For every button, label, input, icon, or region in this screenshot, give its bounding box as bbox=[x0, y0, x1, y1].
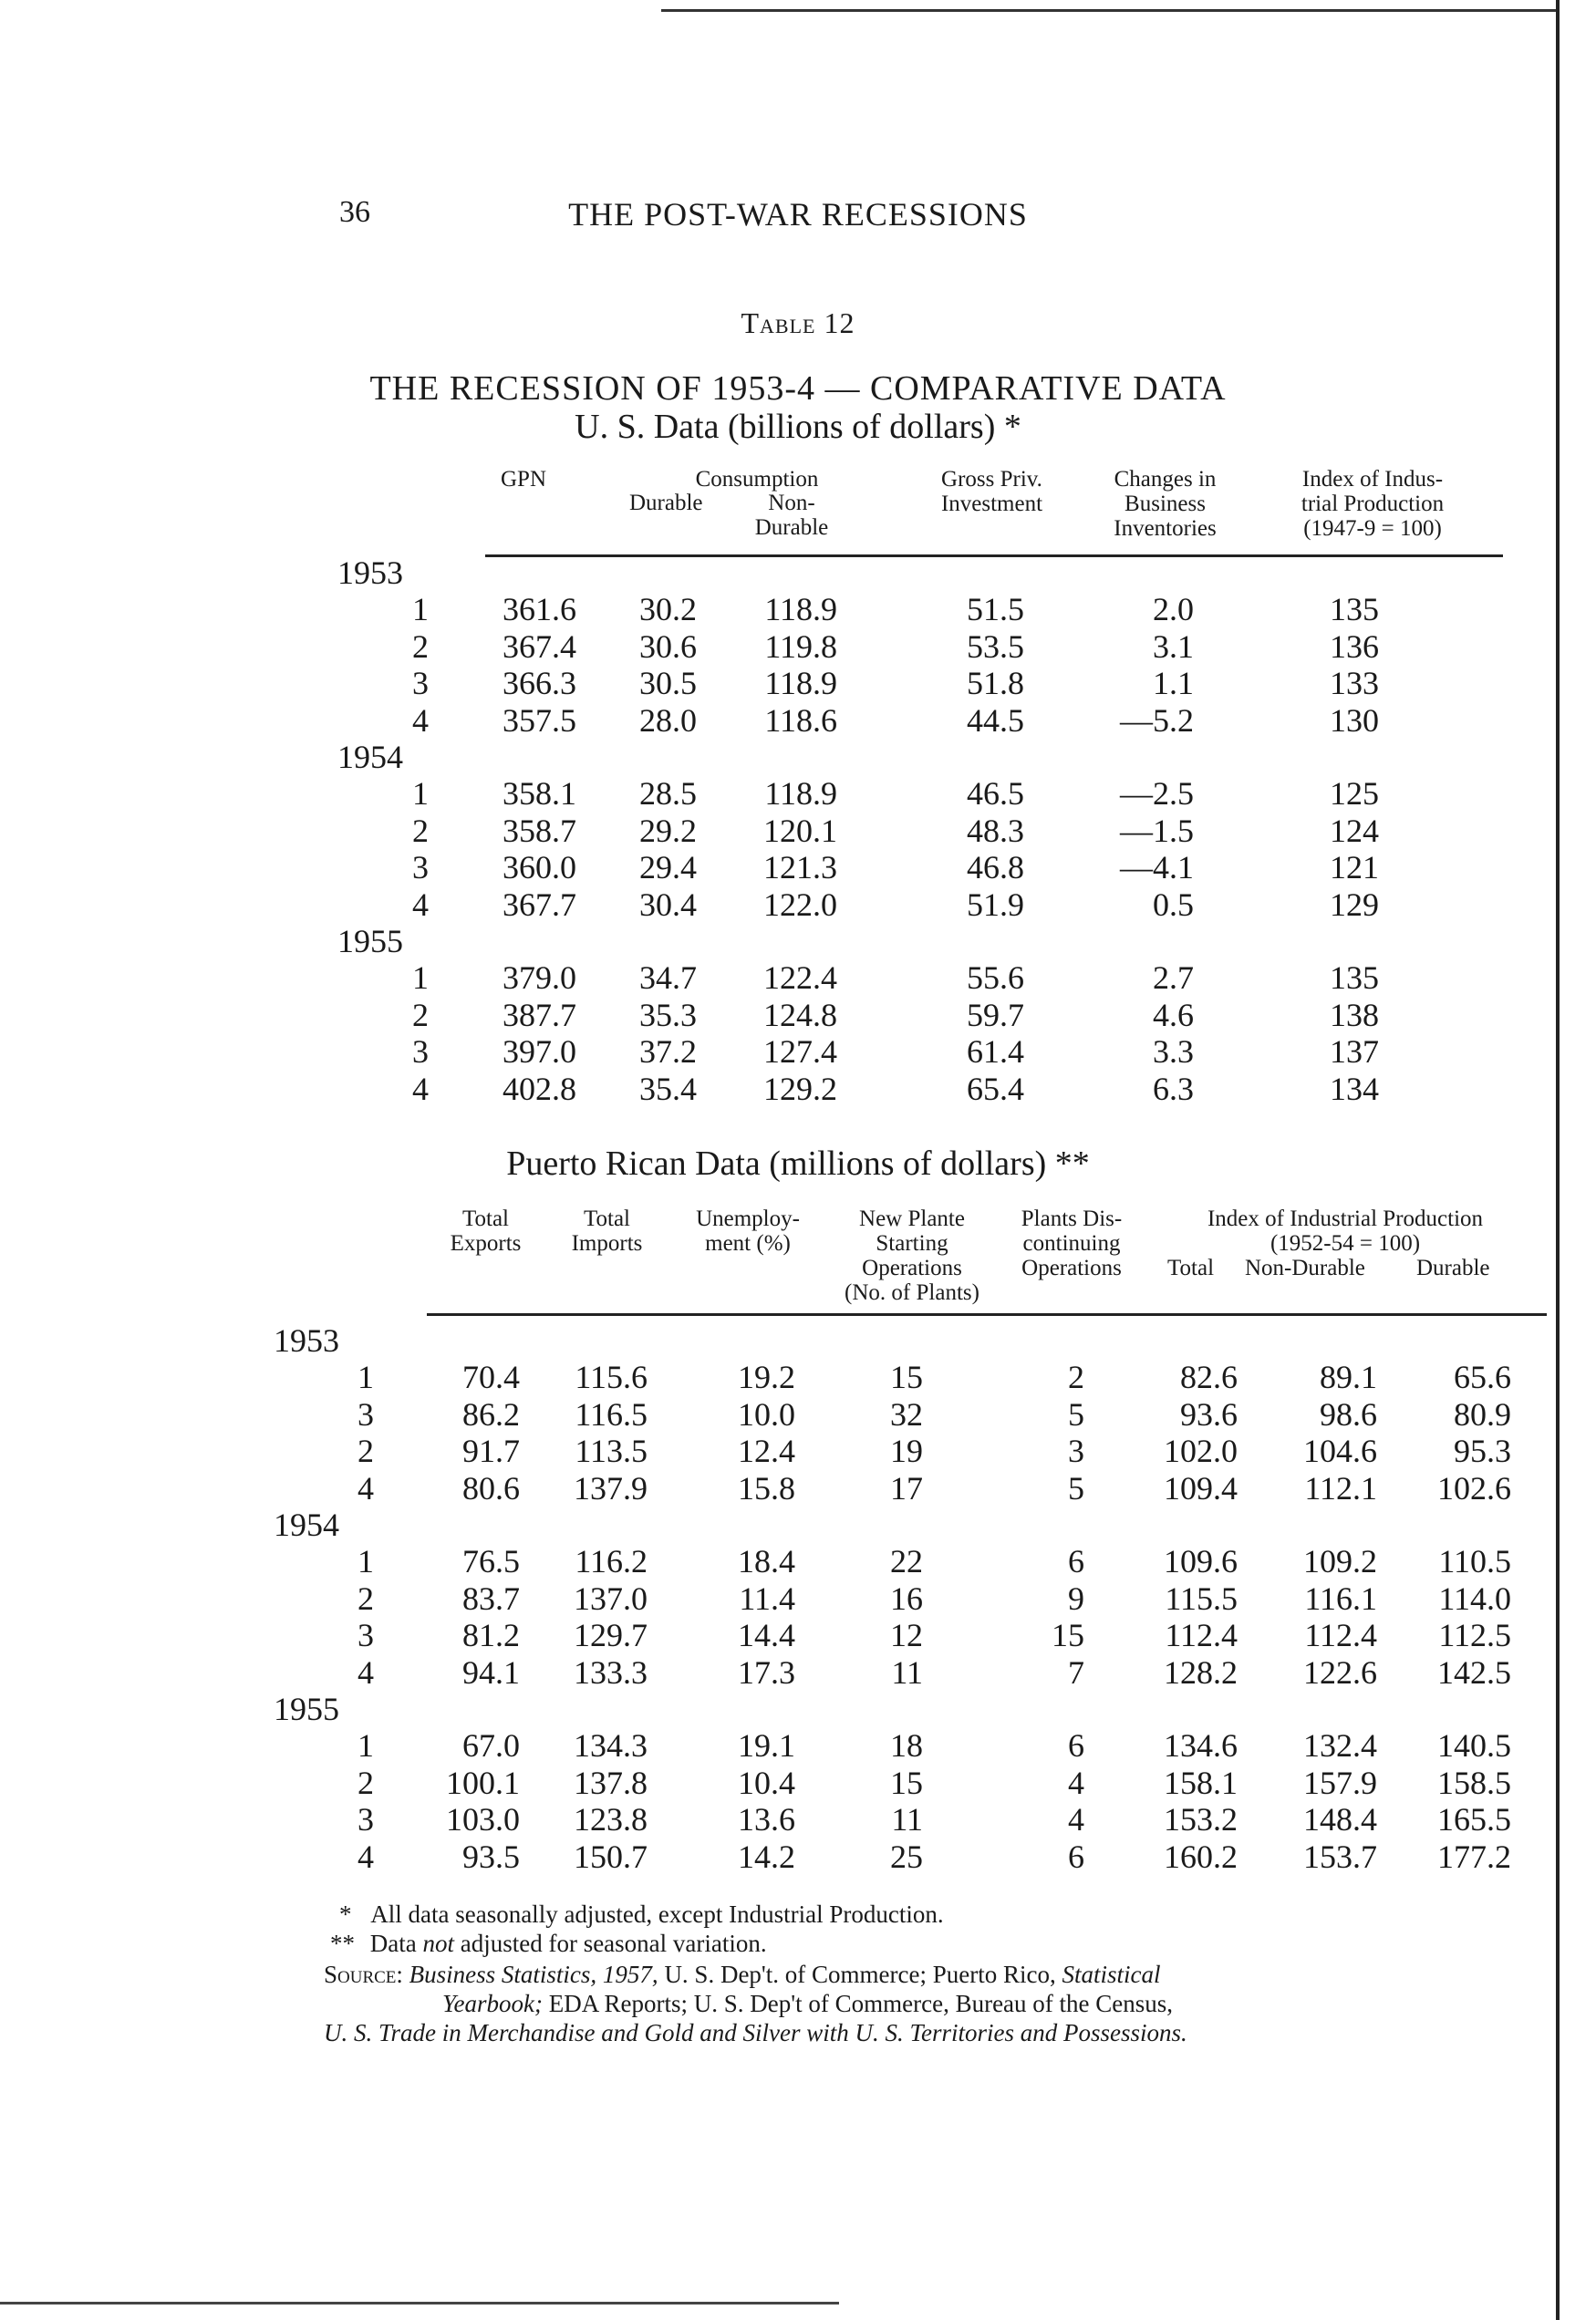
pr-ip-durable-cell: 165.5 bbox=[1437, 1801, 1511, 1838]
pr-exports-cell: 80.6 bbox=[462, 1469, 520, 1507]
pr-ip-total-cell: 82.6 bbox=[1180, 1359, 1238, 1395]
us-non-durable-cell: 118.9 bbox=[764, 775, 837, 812]
pr-plants-discontinuing-cell: 9 bbox=[1068, 1579, 1084, 1617]
pr-year-label: 1955 bbox=[274, 1691, 339, 1727]
pr-table-row bbox=[0, 1764, 1596, 1800]
us-gross-investment-cell: 53.5 bbox=[967, 627, 1024, 665]
pr-year-label: 1954 bbox=[274, 1507, 339, 1543]
us-industrial-production-cell: 136 bbox=[1330, 627, 1379, 665]
page-edge-bottom bbox=[0, 2302, 839, 2304]
table-title: THE RECESSION OF 1953-4 — COMPARATIVE DATA bbox=[369, 369, 1227, 408]
us-non-durable-cell: 118.9 bbox=[764, 665, 837, 701]
us-gross-investment-cell: 59.7 bbox=[967, 996, 1024, 1033]
pr-unemployment-cell: 11.4 bbox=[739, 1579, 795, 1617]
pr-unemployment-cell: 10.4 bbox=[738, 1764, 795, 1801]
us-year-label: 1954 bbox=[337, 739, 403, 775]
pr-plants-discontinuing-cell: 4 bbox=[1068, 1764, 1084, 1801]
pr-imports-cell: 123.8 bbox=[574, 1801, 648, 1838]
pr-unemployment-cell: 14.4 bbox=[738, 1617, 795, 1653]
us-durable-cell: 35.4 bbox=[639, 1070, 697, 1107]
us-gross-investment-cell: 51.5 bbox=[967, 591, 1024, 627]
pr-header-imports: Total Imports bbox=[571, 1207, 643, 1256]
us-durable-cell: 30.4 bbox=[639, 886, 697, 923]
pr-table-row bbox=[0, 1469, 1596, 1506]
pr-quarter: 1 bbox=[358, 1543, 374, 1579]
pr-ip-durable-cell: 110.5 bbox=[1438, 1543, 1511, 1579]
us-industrial-production-cell: 129 bbox=[1330, 886, 1379, 923]
pr-ip-durable-cell: 102.6 bbox=[1437, 1469, 1511, 1507]
us-non-durable-cell: 129.2 bbox=[763, 1070, 837, 1107]
pr-imports-cell: 150.7 bbox=[574, 1838, 648, 1875]
pr-exports-cell: 86.2 bbox=[462, 1395, 520, 1433]
us-inventories-cell: 2.7 bbox=[1153, 959, 1194, 996]
us-gpn-cell: 367.7 bbox=[503, 886, 576, 923]
pr-header-exports: Total Exports bbox=[450, 1207, 522, 1256]
us-gpn-cell: 357.5 bbox=[503, 701, 576, 739]
us-gpn-cell: 367.4 bbox=[503, 627, 576, 665]
us-header-gpn: GPN bbox=[501, 467, 547, 492]
pr-quarter: 1 bbox=[358, 1727, 374, 1764]
source-line-2: Yearbook; EDA Reports; U. S. Dep't of Commerce, Bureau of the Census, bbox=[442, 1990, 1174, 2017]
pr-unemployment-cell: 10.0 bbox=[738, 1395, 795, 1433]
pr-plants-discontinuing-cell: 6 bbox=[1068, 1543, 1084, 1579]
us-table-row bbox=[0, 590, 1596, 627]
pr-exports-cell: 94.1 bbox=[462, 1653, 520, 1691]
us-durable-cell: 30.2 bbox=[639, 591, 697, 627]
pr-exports-cell: 91.7 bbox=[462, 1433, 520, 1469]
pr-ip-durable-cell: 114.0 bbox=[1438, 1579, 1511, 1617]
pr-ip-non-durable-cell: 104.6 bbox=[1303, 1433, 1377, 1469]
pr-ip-durable-cell: 142.5 bbox=[1437, 1653, 1511, 1691]
pr-header-ip-non-durable: Non-Durable bbox=[1245, 1256, 1365, 1280]
pr-ip-total-cell: 102.0 bbox=[1164, 1433, 1238, 1469]
page-number: 36 bbox=[339, 195, 370, 229]
pr-quarter: 4 bbox=[358, 1469, 374, 1507]
pr-plants-discontinuing-cell: 7 bbox=[1068, 1653, 1084, 1691]
page-edge-top bbox=[661, 9, 1556, 12]
pr-quarter: 2 bbox=[358, 1433, 374, 1469]
pr-ip-non-durable-cell: 116.1 bbox=[1304, 1579, 1377, 1617]
us-table-row bbox=[0, 1070, 1596, 1106]
us-table-row bbox=[0, 848, 1596, 885]
us-non-durable-cell: 118.9 bbox=[764, 591, 837, 627]
us-quarter: 3 bbox=[412, 1033, 429, 1070]
us-table-row bbox=[0, 812, 1596, 848]
us-inventories-cell: 0.5 bbox=[1153, 886, 1194, 923]
source-line-3: U. S. Trade in Merchandise and Gold and Silver with U. S. Territories and Possessions. bbox=[324, 2019, 1187, 2046]
pr-new-plants-cell: 22 bbox=[890, 1543, 923, 1579]
us-non-durable-cell: 122.4 bbox=[763, 959, 837, 996]
us-header-industrial-production: Index of Indus- trial Production (1947-9 = 100) bbox=[1301, 467, 1445, 541]
pr-ip-total-cell: 115.5 bbox=[1165, 1579, 1238, 1617]
us-durable-cell: 37.2 bbox=[639, 1033, 697, 1070]
pr-table-row bbox=[0, 1542, 1596, 1579]
us-gpn-cell: 379.0 bbox=[503, 959, 576, 996]
pr-imports-cell: 116.5 bbox=[575, 1395, 648, 1433]
pr-plants-discontinuing-cell: 15 bbox=[1052, 1617, 1084, 1653]
us-non-durable-cell: 127.4 bbox=[763, 1033, 837, 1070]
footnote-not-adjusted: ** Data not adjusted for seasonal variation. bbox=[330, 1930, 767, 1957]
us-inventories-cell: 1.1 bbox=[1153, 665, 1194, 701]
us-table-row bbox=[0, 701, 1596, 738]
pr-new-plants-cell: 11 bbox=[891, 1653, 923, 1691]
us-table-row bbox=[0, 664, 1596, 700]
pr-new-plants-cell: 12 bbox=[890, 1617, 923, 1653]
pr-unemployment-cell: 13.6 bbox=[738, 1801, 795, 1838]
us-industrial-production-cell: 124 bbox=[1330, 812, 1379, 849]
pr-imports-cell: 115.6 bbox=[575, 1359, 648, 1395]
pr-imports-cell: 113.5 bbox=[575, 1433, 648, 1469]
pr-ip-durable-cell: 140.5 bbox=[1437, 1727, 1511, 1764]
us-table-row bbox=[0, 996, 1596, 1032]
pr-ip-total-cell: 93.6 bbox=[1180, 1395, 1238, 1433]
pr-exports-cell: 70.4 bbox=[462, 1359, 520, 1395]
pr-plants-discontinuing-cell: 5 bbox=[1068, 1469, 1084, 1507]
pr-unemployment-cell: 18.4 bbox=[738, 1543, 795, 1579]
pr-plants-discontinuing-cell: 5 bbox=[1068, 1395, 1084, 1433]
us-gpn-cell: 402.8 bbox=[503, 1070, 576, 1107]
us-header-durable: Durable bbox=[629, 491, 703, 515]
us-industrial-production-cell: 125 bbox=[1330, 775, 1379, 812]
us-quarter: 2 bbox=[412, 627, 429, 665]
pr-ip-durable-cell: 112.5 bbox=[1438, 1617, 1511, 1653]
us-gpn-cell: 366.3 bbox=[503, 665, 576, 701]
us-non-durable-cell: 122.0 bbox=[763, 886, 837, 923]
pr-quarter: 2 bbox=[358, 1764, 374, 1801]
pr-ip-durable-cell: 65.6 bbox=[1454, 1359, 1511, 1395]
us-gross-investment-cell: 61.4 bbox=[967, 1033, 1024, 1070]
us-durable-cell: 30.6 bbox=[639, 627, 697, 665]
pr-ip-durable-cell: 95.3 bbox=[1454, 1433, 1511, 1469]
pr-imports-cell: 137.9 bbox=[574, 1469, 648, 1507]
us-gpn-cell: 358.7 bbox=[503, 812, 576, 849]
us-gross-investment-cell: 51.8 bbox=[967, 665, 1024, 701]
pr-unemployment-cell: 14.2 bbox=[738, 1838, 795, 1875]
pr-imports-cell: 134.3 bbox=[574, 1727, 648, 1764]
pr-plants-discontinuing-cell: 4 bbox=[1068, 1801, 1084, 1838]
pr-plants-discontinuing-cell: 3 bbox=[1068, 1433, 1084, 1469]
pr-year-label: 1953 bbox=[274, 1322, 339, 1359]
pr-quarter: 3 bbox=[358, 1617, 374, 1653]
pr-ip-total-cell: 112.4 bbox=[1165, 1617, 1238, 1653]
us-quarter: 1 bbox=[412, 959, 429, 996]
pr-ip-durable-cell: 158.5 bbox=[1437, 1764, 1511, 1801]
pr-table-row bbox=[0, 1726, 1596, 1763]
us-industrial-production-cell: 137 bbox=[1330, 1033, 1379, 1070]
pr-imports-cell: 137.8 bbox=[574, 1764, 648, 1801]
pr-unemployment-cell: 19.1 bbox=[738, 1727, 795, 1764]
us-data-subtitle: U. S. Data (billions of dollars) * bbox=[575, 408, 1021, 446]
us-gross-investment-cell: 46.5 bbox=[967, 775, 1024, 812]
us-quarter: 4 bbox=[412, 1070, 429, 1107]
us-gpn-cell: 358.1 bbox=[503, 775, 576, 812]
pr-ip-total-cell: 109.6 bbox=[1164, 1543, 1238, 1579]
pr-ip-total-cell: 128.2 bbox=[1164, 1653, 1238, 1691]
pr-plants-discontinuing-cell: 6 bbox=[1068, 1838, 1084, 1875]
us-quarter: 1 bbox=[412, 775, 429, 812]
us-industrial-production-cell: 121 bbox=[1330, 849, 1379, 886]
pr-header-plants-discontinuing: Plants Dis- continuing Operations bbox=[1021, 1207, 1123, 1280]
pr-ip-total-cell: 109.4 bbox=[1164, 1469, 1238, 1507]
pr-new-plants-cell: 25 bbox=[890, 1838, 923, 1875]
pr-new-plants-cell: 18 bbox=[890, 1727, 923, 1764]
pr-imports-cell: 133.3 bbox=[574, 1653, 648, 1691]
us-industrial-production-cell: 138 bbox=[1330, 996, 1379, 1033]
us-quarter: 4 bbox=[412, 886, 429, 923]
pr-header-unemployment: Unemploy- ment (%) bbox=[696, 1207, 800, 1256]
us-inventories-cell: 2.0 bbox=[1153, 591, 1194, 627]
us-durable-cell: 34.7 bbox=[639, 959, 697, 996]
us-header-non-durable: Non- Durable bbox=[754, 491, 829, 540]
table-label: Table 12 bbox=[741, 306, 855, 339]
pr-unemployment-cell: 15.8 bbox=[738, 1469, 795, 1507]
pr-unemployment-cell: 17.3 bbox=[738, 1653, 795, 1691]
us-gross-investment-cell: 46.8 bbox=[967, 849, 1024, 886]
pr-quarter: 4 bbox=[358, 1653, 374, 1691]
us-header-gross-investment: Gross Priv. Investment bbox=[940, 467, 1043, 516]
pr-imports-cell: 137.0 bbox=[574, 1579, 648, 1617]
us-non-durable-cell: 119.8 bbox=[764, 627, 837, 665]
us-inventories-cell: 4.6 bbox=[1153, 996, 1194, 1033]
source-line-1: Source: Business Statistics, 1957, U. S. Dep't. of Commerce; Puerto Rico, Statistical bbox=[324, 1961, 1161, 1988]
us-header-inventories: Changes in Business Inventories bbox=[1114, 467, 1217, 541]
pr-new-plants-cell: 16 bbox=[890, 1579, 923, 1617]
us-header-consumption: Consumption bbox=[695, 467, 819, 492]
us-table-row bbox=[0, 627, 1596, 664]
pr-ip-non-durable-cell: 89.1 bbox=[1320, 1359, 1377, 1395]
us-gross-investment-cell: 65.4 bbox=[967, 1070, 1024, 1107]
pr-unemployment-cell: 19.2 bbox=[738, 1359, 795, 1395]
us-durable-cell: 35.3 bbox=[639, 996, 697, 1033]
us-industrial-production-cell: 135 bbox=[1330, 959, 1379, 996]
us-quarter: 4 bbox=[412, 701, 429, 739]
pr-header-new-plants: New Plante Starting Operations (No. of Plants) bbox=[845, 1207, 979, 1305]
pr-table-row bbox=[0, 1800, 1596, 1837]
pr-table-row bbox=[0, 1432, 1596, 1468]
us-gross-investment-cell: 48.3 bbox=[967, 812, 1024, 849]
us-gpn-cell: 360.0 bbox=[503, 849, 576, 886]
us-table-row bbox=[0, 886, 1596, 922]
us-year-label: 1953 bbox=[337, 554, 403, 591]
pr-quarter: 2 bbox=[358, 1579, 374, 1617]
pr-header-rule bbox=[427, 1313, 1547, 1316]
pr-exports-cell: 93.5 bbox=[462, 1838, 520, 1875]
us-gross-investment-cell: 44.5 bbox=[967, 701, 1024, 739]
pr-imports-cell: 129.7 bbox=[574, 1617, 648, 1653]
us-non-durable-cell: 124.8 bbox=[763, 996, 837, 1033]
pr-ip-non-durable-cell: 98.6 bbox=[1320, 1395, 1377, 1433]
pr-plants-discontinuing-cell: 6 bbox=[1068, 1727, 1084, 1764]
us-durable-cell: 30.5 bbox=[639, 665, 697, 701]
us-year-label: 1955 bbox=[337, 923, 403, 959]
us-non-durable-cell: 118.6 bbox=[764, 701, 837, 739]
pr-quarter: 3 bbox=[358, 1801, 374, 1838]
pr-new-plants-cell: 11 bbox=[891, 1801, 923, 1838]
us-non-durable-cell: 120.1 bbox=[763, 812, 837, 849]
pr-exports-cell: 81.2 bbox=[462, 1617, 520, 1653]
us-inventories-cell: 3.3 bbox=[1153, 1033, 1194, 1070]
pr-header-ip-durable: Durable bbox=[1416, 1256, 1490, 1280]
pr-ip-non-durable-cell: 112.1 bbox=[1304, 1469, 1377, 1507]
pr-table-row bbox=[0, 1579, 1596, 1616]
pr-ip-total-cell: 158.1 bbox=[1164, 1764, 1238, 1801]
us-quarter: 2 bbox=[412, 812, 429, 849]
pr-ip-non-durable-cell: 157.9 bbox=[1303, 1764, 1377, 1801]
pr-ip-durable-cell: 177.2 bbox=[1437, 1838, 1511, 1875]
us-inventories-cell: —5.2 bbox=[1120, 701, 1194, 739]
pr-new-plants-cell: 32 bbox=[890, 1395, 923, 1433]
us-industrial-production-cell: 133 bbox=[1330, 665, 1379, 701]
pr-imports-cell: 116.2 bbox=[575, 1543, 648, 1579]
pr-data-subtitle: Puerto Rican Data (millions of dollars) ** bbox=[506, 1144, 1090, 1183]
us-durable-cell: 28.0 bbox=[639, 701, 697, 739]
us-inventories-cell: —1.5 bbox=[1120, 812, 1194, 849]
pr-exports-cell: 83.7 bbox=[462, 1579, 520, 1617]
pr-ip-non-durable-cell: 153.7 bbox=[1303, 1838, 1377, 1875]
pr-table-row bbox=[0, 1616, 1596, 1652]
us-durable-cell: 29.2 bbox=[639, 812, 697, 849]
pr-unemployment-cell: 12.4 bbox=[738, 1433, 795, 1469]
pr-table-row bbox=[0, 1395, 1596, 1432]
us-gross-investment-cell: 55.6 bbox=[967, 959, 1024, 996]
pr-new-plants-cell: 15 bbox=[890, 1359, 923, 1395]
pr-ip-non-durable-cell: 148.4 bbox=[1303, 1801, 1377, 1838]
us-industrial-production-cell: 130 bbox=[1330, 701, 1379, 739]
us-durable-cell: 29.4 bbox=[639, 849, 697, 886]
us-quarter: 3 bbox=[412, 665, 429, 701]
pr-new-plants-cell: 15 bbox=[890, 1764, 923, 1801]
pr-table-row bbox=[0, 1358, 1596, 1394]
us-inventories-cell: 3.1 bbox=[1153, 627, 1194, 665]
us-industrial-production-cell: 135 bbox=[1330, 591, 1379, 627]
pr-ip-non-durable-cell: 132.4 bbox=[1303, 1727, 1377, 1764]
pr-ip-non-durable-cell: 109.2 bbox=[1303, 1543, 1377, 1579]
pr-exports-cell: 103.0 bbox=[446, 1801, 520, 1838]
us-durable-cell: 28.5 bbox=[639, 775, 697, 812]
pr-header-industrial-production: Index of Industrial Production (1952-54 = 100) bbox=[1207, 1207, 1484, 1256]
us-inventories-cell: 6.3 bbox=[1153, 1070, 1194, 1107]
pr-table-row bbox=[0, 1838, 1596, 1874]
running-head: THE POST-WAR RECESSIONS bbox=[568, 196, 1028, 233]
pr-ip-non-durable-cell: 122.6 bbox=[1303, 1653, 1377, 1691]
pr-new-plants-cell: 17 bbox=[890, 1469, 923, 1507]
pr-new-plants-cell: 19 bbox=[890, 1433, 923, 1469]
pr-plants-discontinuing-cell: 2 bbox=[1068, 1359, 1084, 1395]
pr-exports-cell: 100.1 bbox=[446, 1764, 520, 1801]
pr-quarter: 1 bbox=[358, 1359, 374, 1395]
us-header-rule bbox=[485, 554, 1503, 557]
pr-exports-cell: 67.0 bbox=[462, 1727, 520, 1764]
us-non-durable-cell: 121.3 bbox=[763, 849, 837, 886]
us-quarter: 3 bbox=[412, 849, 429, 886]
pr-header-ip-total: Total bbox=[1167, 1256, 1215, 1280]
us-table-row bbox=[0, 958, 1596, 995]
pr-ip-durable-cell: 80.9 bbox=[1454, 1395, 1511, 1433]
us-industrial-production-cell: 134 bbox=[1330, 1070, 1379, 1107]
us-table-row bbox=[0, 774, 1596, 811]
footnote-seasonal: * All data seasonally adjusted, except Industrial Production. bbox=[339, 1901, 944, 1928]
pr-ip-total-cell: 153.2 bbox=[1164, 1801, 1238, 1838]
us-quarter: 2 bbox=[412, 996, 429, 1033]
pr-ip-total-cell: 134.6 bbox=[1164, 1727, 1238, 1764]
us-inventories-cell: —4.1 bbox=[1120, 849, 1194, 886]
pr-ip-total-cell: 160.2 bbox=[1164, 1838, 1238, 1875]
pr-exports-cell: 76.5 bbox=[462, 1543, 520, 1579]
us-quarter: 1 bbox=[412, 591, 429, 627]
us-gpn-cell: 387.7 bbox=[503, 996, 576, 1033]
pr-quarter: 4 bbox=[358, 1838, 374, 1875]
pr-table-row bbox=[0, 1653, 1596, 1690]
us-table-row bbox=[0, 1032, 1596, 1069]
us-inventories-cell: —2.5 bbox=[1120, 775, 1194, 812]
pr-ip-non-durable-cell: 112.4 bbox=[1304, 1617, 1377, 1653]
us-gpn-cell: 361.6 bbox=[503, 591, 576, 627]
pr-quarter: 3 bbox=[358, 1395, 374, 1433]
us-gross-investment-cell: 51.9 bbox=[967, 886, 1024, 923]
us-gpn-cell: 397.0 bbox=[503, 1033, 576, 1070]
